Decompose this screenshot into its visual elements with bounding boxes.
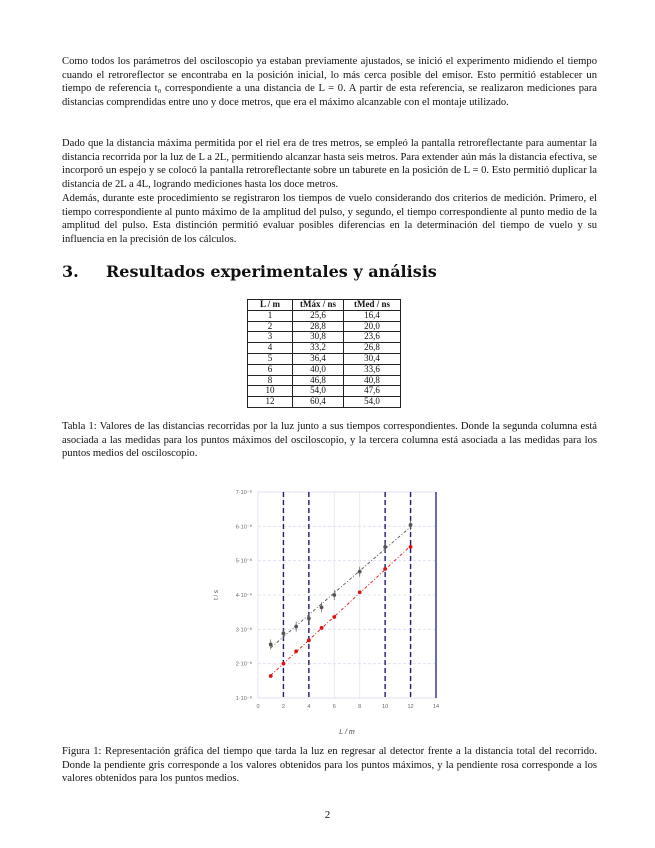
table-cell: 2 — [248, 321, 293, 332]
table-cell: 33,6 — [344, 364, 401, 375]
figure-caption: Figura 1: Representación gráfica del tiempo que tarda la luz en regresar al detector frente a la distancia total del recorrido. Donde la pendiente gris corresponde a los valores obtenidos para los puntos máximos, y la pendiente rosa corresponde a los valores obtenidos para los puntos medios. — [62, 746, 597, 785]
data-table — [247, 299, 401, 408]
paragraph: Como todos los parámetros del osciloscopio ya estaban previamente ajustados, se inició el experimento midiendo el tiempo cuando el retroreflector se encontraba en la posición inicial, lo más cerca posible del emisor. Esto permitió establecer un tiempo de referencia t₀ correspondiente a una distancia de L = 0. A partir de esta referencia, se realizaron mediciones para distancias comprendidas entre uno y doce metros, que era el máximo alcanzable con el montaje utilizado. — [62, 56, 597, 108]
table-cell: 30,4 — [344, 353, 401, 364]
data-point-tMáx — [332, 593, 336, 597]
table-cell: 6 — [248, 364, 293, 375]
table-cell: 25,6 — [293, 310, 344, 321]
x-tick-label: 14 — [432, 704, 440, 710]
data-point-tMáx — [320, 605, 324, 609]
table-cell: 8 — [248, 375, 293, 386]
table-row — [248, 310, 401, 321]
x-tick-label: 2 — [281, 704, 285, 710]
column-header: tMed / ns — [344, 300, 401, 311]
y-tick-label: 2·10⁻⁸ — [235, 661, 252, 668]
y-tick-label: 6·10⁻⁸ — [235, 524, 252, 531]
table-cell: 20,0 — [344, 321, 401, 332]
data-point-tMed — [307, 638, 311, 642]
data-point-tMed — [269, 674, 273, 678]
table-cell: 1 — [248, 310, 293, 321]
data-point-tMed — [294, 649, 298, 653]
figure-chart — [210, 478, 450, 740]
table-row — [248, 397, 401, 408]
data-point-tMáx — [409, 523, 413, 527]
data-point-tMáx — [358, 570, 362, 574]
data-point-tMed — [358, 590, 362, 594]
table-cell: 60,4 — [293, 397, 344, 408]
table-caption: Tabla 1: Valores de las distancias recorridas por la luz junto a sus tiempos correspondientes. Donde la segunda columna está asociada a las medidas para los puntos máximos del osciloscopio, y la tercera columna está asociada a las medidas para los puntos medios del osciloscopio. — [62, 421, 597, 460]
x-tick-label: 6 — [332, 704, 336, 710]
table-cell: 26,8 — [344, 343, 401, 354]
x-axis-label: L / m — [339, 729, 355, 736]
table-cell: 36,4 — [293, 353, 344, 364]
data-point-tMed — [320, 626, 324, 630]
table-cell: 5 — [248, 353, 293, 364]
data-point-tMáx — [383, 545, 387, 549]
table-cell: 4 — [248, 343, 293, 354]
column-header: L / m — [248, 300, 293, 311]
table-row — [248, 343, 401, 354]
data-point-tMáx — [282, 632, 286, 636]
table-cell: 23,6 — [344, 332, 401, 343]
x-tick-label: 0 — [256, 704, 260, 710]
table-cell: 28,8 — [293, 321, 344, 332]
table-row — [248, 353, 401, 364]
x-tick-label: 10 — [382, 704, 389, 710]
table-cell: 30,8 — [293, 332, 344, 343]
section-heading — [62, 262, 437, 281]
table-cell: 40,8 — [344, 375, 401, 386]
table-cell: 3 — [248, 332, 293, 343]
y-tick-label: 3·10⁻⁸ — [235, 627, 252, 634]
data-point-tMáx — [307, 616, 311, 620]
y-axis-label: t / s — [214, 590, 220, 600]
y-tick-label: 5·10⁻⁸ — [235, 558, 252, 565]
paragraph: Dado que la distancia máxima permitida por el riel era de tres metros, se empleó la pantalla retroreflectante para aumentar la distancia recorrida por la luz de L a 2L, permitiendo alcanzar hasta seis metros. Para extender aún más la distancia efectiva, se incorporó un espejo y se colocó la pantalla retroreflectante sobre un taburete en la posición de L = 0. Esto permitió duplicar la distancia de 2L a 4L, logrando mediciones hasta los doce metros. — [62, 138, 597, 190]
y-tick-label: 4·10⁻⁸ — [235, 593, 252, 599]
page-number: 2 — [324, 809, 331, 821]
data-point-tMed — [383, 567, 387, 571]
column-header: tMáx / ns — [293, 300, 344, 311]
x-tick-label: 12 — [407, 704, 414, 710]
data-point-tMáx — [294, 625, 298, 629]
table-row — [248, 321, 401, 332]
section-title: Resultados experimentales y análisis — [106, 262, 437, 281]
table-row — [248, 332, 401, 343]
table-cell: 16,4 — [344, 310, 401, 321]
paragraph: Además, durante este procedimiento se registraron los tiempos de vuelo considerando dos criterios de medición. Primero, el tiempo correspondiente al punto máximo de la amplitud del pulso, y segundo, el tiempo correspondiente al punto medio de la amplitud del pulso. Esta distinción permitió evaluar posibles diferencias en la determinación del tiempo de vuelo y su influencia en la precisión de los cálculos. — [62, 193, 597, 245]
x-tick-label: 8 — [358, 704, 362, 710]
table-cell: 10 — [248, 386, 293, 397]
x-tick-label: 4 — [307, 704, 311, 710]
table-cell: 46,8 — [293, 375, 344, 386]
y-tick-label: 7·10⁻⁸ — [235, 490, 252, 496]
table-header-row — [248, 300, 401, 311]
table-row — [248, 375, 401, 386]
table-row — [248, 364, 401, 375]
data-point-tMed — [332, 615, 336, 619]
y-tick-label: 1·10⁻⁸ — [235, 696, 252, 702]
table-cell: 40,0 — [293, 364, 344, 375]
table-cell: 54,0 — [344, 397, 401, 408]
data-point-tMed — [409, 545, 413, 549]
table-cell: 33,2 — [293, 343, 344, 354]
data-point-tMáx — [269, 643, 273, 647]
data-point-tMed — [282, 662, 286, 666]
table-cell: 54,0 — [293, 386, 344, 397]
section-number: 3. — [62, 262, 79, 281]
table-cell: 12 — [248, 397, 293, 408]
table-row — [248, 386, 401, 397]
table-cell: 47,6 — [344, 386, 401, 397]
